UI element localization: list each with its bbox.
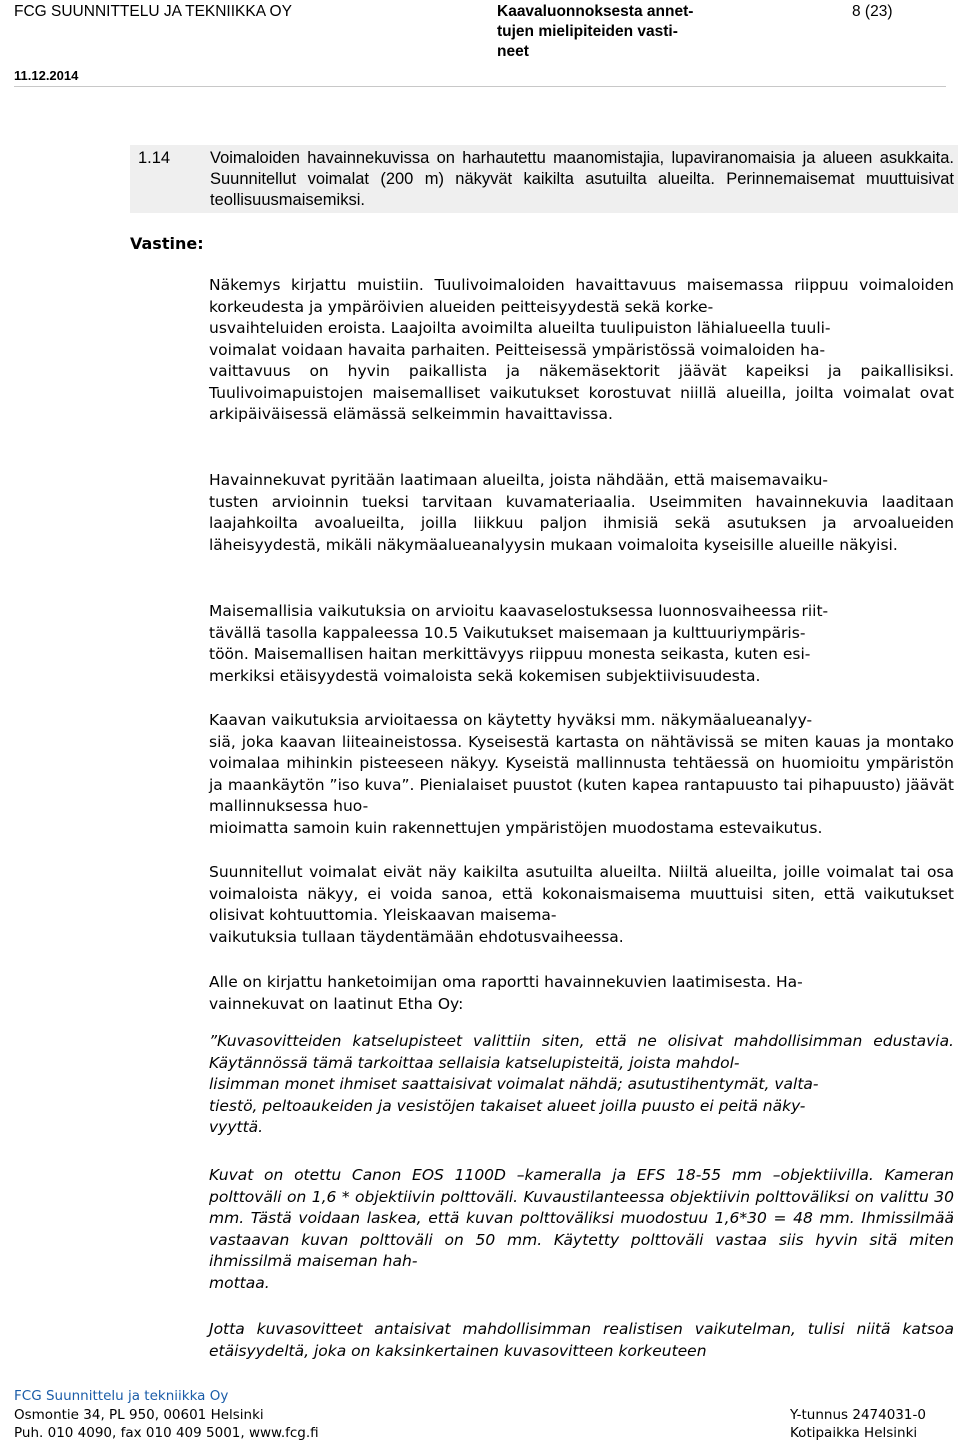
document-title-line: Kaavaluonnoksesta annet- xyxy=(497,3,694,20)
comment-text: Voimaloiden havainnekuvissa on harhautettu maanomistajia, lupaviranomaisia ja alueen asukkaita. Suunnitellut voimalat (200 m) näkyvät kaikilta asutuilta alueilta. Perinnemaisemat muuttuisivat teollisuusmaisemiksi. xyxy=(210,149,954,209)
header-organization: FCG SUUNNITTELU JA TEKNIIKKA OY xyxy=(14,3,292,20)
response-paragraph: Suunnitellut voimalat eivät näy kaikilta asutuilta alueilta. Niiltä alueilta, joille voimalat tai osa voimaloista näkyy, ei voida sanoa, että kokonaismaisema muuttuisi siten, että vaikutukset olisivat kohtuuttomia. Yleiskaavan maisema- vaikutuksia tullaan täydentämään ehdotusvaiheessa. xyxy=(209,863,954,946)
response-paragraph: Kaavan vaikutuksia arvioitaessa on käytetty hyväksi mm. näkymäalueanalyy- siä, joka kaavan liiteaineistossa. Kyseisestä kartasta on nähtävissä se miten kauas ja montako voimalaa mihinkin pisteeseen näkyy. Kyseistä mallinnusta tehtäessä on huomioitu ympäristön ja maankäytön ”iso kuva”. Pienialaiset puustot (kuten kapea rantapuusto tai pihapuusto) jäävät mallinnuksessa huo- mioimatta samoin kuin rakennettujen ympäristöjen muodostama estevaikutus. xyxy=(209,711,954,837)
document-title xyxy=(497,2,737,62)
response-paragraph: Maisemallisia vaikutuksia on arvioitu kaavaselostuksessa luonnosvaiheessa riit- tävällä tasolla kappaleessa 10.5 Vaikutukset maisemaan ja kulttuuriympäris- töön. Maisemallisen haitan merkittävyys riippuu monesta seikasta, kuten esi- merkiksi etäisyydestä voimaloista sekä kokemisen subjektiivisuudesta. xyxy=(209,602,829,685)
quote-paragraph: ”Kuvasovitteiden katselupisteet valittiin siten, että ne olisivat mahdollisimman edustavia. Käytännössä tämä tarkoittaa sellaisia katselupisteitä, joista mahdol- lisimman monet ihmiset saattaisivat voimalat nähdä; asutustihentymät, valta- tiestö, peltoaukeiden ja vesistöjen takaiset alueet joilla puusto ei peitä näky- vyyttä. xyxy=(209,1032,954,1136)
response-label: Vastine: xyxy=(130,234,204,253)
footer-domicile: Kotipaikka Helsinki xyxy=(790,1425,918,1441)
quote-paragraph: Jotta kuvasovitteet antaisivat mahdollisimman realistisen vaikutelman, tulisi niitä katsoa etäisyydeltä, joka on kaksinkertainen kuvasovitteen korkeuteen xyxy=(209,1320,954,1360)
comment-number: 1.14 xyxy=(138,149,171,167)
response-paragraph: Havainnekuvat pyritään laatimaan alueilta, joista nähdään, että maisemavaiku- tusten arvioinnin tueksi tarvitaan kuvamateriaalia. Useimmiten havainnekuvia laaditaan laajahkoilta avoalueilta, joilla liikkuu paljon ihmisiä sekä asutuksen ja arvoalueiden läheisyydestä, mikäli näkymäalueanalyysin mukaan voimaloita kyseisille alueille näkyisi. xyxy=(209,471,954,554)
footer-business-id: Y-tunnus 2474031-0 xyxy=(790,1407,926,1423)
document-title-line: tujen mielipiteiden vasti- xyxy=(497,23,678,40)
comment-box xyxy=(130,145,958,213)
response-paragraph: Alle on kirjattu hanketoimijan oma raportti havainnekuvien laatimisesta. Ha- vainnekuvat on laatinut Etha Oy: xyxy=(209,973,803,1013)
page-number: 8 (23) xyxy=(852,3,893,20)
footer-address: Osmontie 34, PL 950, 00601 Helsinki xyxy=(14,1407,264,1423)
document-title-line: neet xyxy=(497,43,529,60)
response-paragraph: Näkemys kirjattu muistiin. Tuulivoimaloiden havaittavuus maisemassa riippuu voimaloiden korkeudesta ja ympäröivien alueiden peitteisyydestä sekä korke- usvaihteluiden eroista. Laajoilta avoimilta alueilta tuulipuiston lähialueella tuuli- voimalat voidaan havaita parhaiten. Peitteisessä ympäristössä voimaloiden ha- vaittavuus on hyvin paikallista ja näkemäsektorit jäävät kapeiksi ja paikallisiksi. Tuulivoimapuistojen maisemalliset vaikutukset korostuvat niillä alueilla, joilta voimalat ovat arkipäiväisessä elämässä selkeimmin havaittavissa. xyxy=(209,276,954,423)
footer-contact: Puh. 010 4090, fax 010 409 5001, www.fcg.fi xyxy=(14,1425,319,1441)
quote-paragraph: Kuvat on otettu Canon EOS 1100D –kameralla ja EFS 18-55 mm –objektiivilla. Kameran polttoväli on 1,6 * objektiivin polttoväli. Kuvaustilanteessa objektiivin polttoväliksi on valittu 30 mm. Tästä voidaan laskea, että kuvan polttoväliksi muodostuu 1,6*30 = 48 mm. Ihmissilmää vastaavan kuvan polttoväli on 50 mm. Käytetty polttoväli vastaa siis hyvin sitä miten ihmissilmä maiseman hah- mottaa. xyxy=(209,1166,954,1292)
document-date: 11.12.2014 xyxy=(14,68,79,83)
header-divider xyxy=(14,86,946,87)
footer-company: FCG Suunnittelu ja tekniikka Oy xyxy=(14,1388,229,1404)
